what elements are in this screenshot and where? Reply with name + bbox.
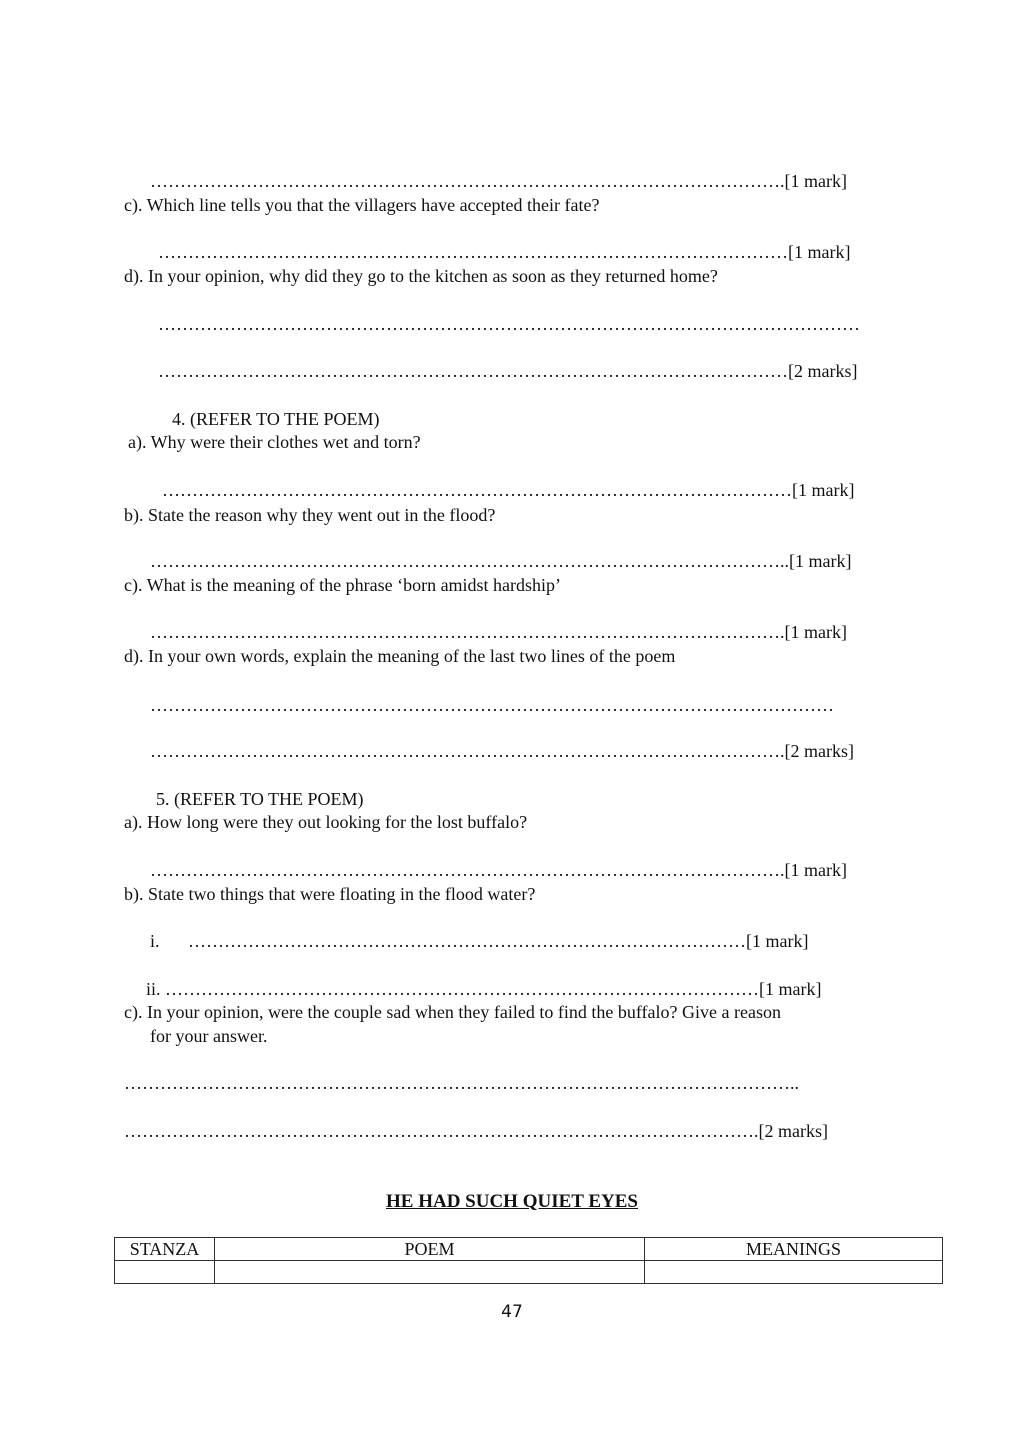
answer-line: ………………………………………………………………………………………………….. [124,1073,799,1093]
question-text: d). In your own words, explain the meaning of the last two lines of the poem [124,646,676,666]
table-cell [645,1261,943,1284]
section-heading: 4. (REFER TO THE POEM) [172,409,380,429]
column-header-meanings: MEANINGS [645,1238,943,1261]
section-title: HE HAD SUCH QUIET EYES [386,1191,638,1212]
answer-line: …………………………………………………………………………………………….[1 mark] [150,860,847,880]
table-cell [215,1261,645,1284]
question-text: a). How long were they out looking for the lost buffalo? [124,812,528,832]
table-row [115,1261,943,1284]
column-header-stanza: STANZA [115,1238,215,1261]
answer-line: ……………………………………………………………………………………………………… [158,314,860,334]
answer-line: …………………………………………………………………………………………….[1 mark] [150,171,847,191]
answer-line: …………………………………………………………………………………………………… [150,695,834,715]
answer-line: …………………………………………………………………………………[1 mark] [188,931,809,951]
list-number: i. [150,931,160,951]
poem-table [114,1237,943,1284]
answer-line: ……………………………………………………………………………………………[1 mark] [158,242,851,262]
question-text: c). What is the meaning of the phrase ‘born amidst hardship’ [124,575,562,595]
answer-line: …………………………………………………………………………………………….[2 marks] [124,1121,828,1141]
answer-line: ……………………………………………………………………………………………[1 mark] [162,480,855,500]
question-text: b). State the reason why they went out in the flood? [124,505,496,525]
question-text: b). State two things that were floating in the flood water? [124,884,536,904]
answer-line: ……………………………………………………………………………………………..[1 mark] [150,551,852,571]
column-header-poem: POEM [215,1238,645,1261]
answer-line: ii. ………………………………………………………………………………………[1 mark] [146,979,822,999]
answer-line: …………………………………………………………………………………………….[2 marks] [150,741,854,761]
question-text: d). In your opinion, why did they go to the kitchen as soon as they returned home? [124,266,718,286]
question-text: a). Why were their clothes wet and torn? [128,432,421,452]
question-text: c). Which line tells you that the villagers have accepted their fate? [124,195,600,215]
page-number: 47 [501,1302,523,1322]
table-header-row [115,1238,943,1261]
section-heading: 5. (REFER TO THE POEM) [156,789,364,809]
answer-line: …………………………………………………………………………………………….[1 mark] [150,622,847,642]
question-text: c). In your opinion, were the couple sad when they failed to find the buffalo? Give a reason [124,1002,781,1022]
table-cell [115,1261,215,1284]
answer-line: ……………………………………………………………………………………………[2 marks] [158,361,858,381]
question-text: for your answer. [150,1026,268,1046]
